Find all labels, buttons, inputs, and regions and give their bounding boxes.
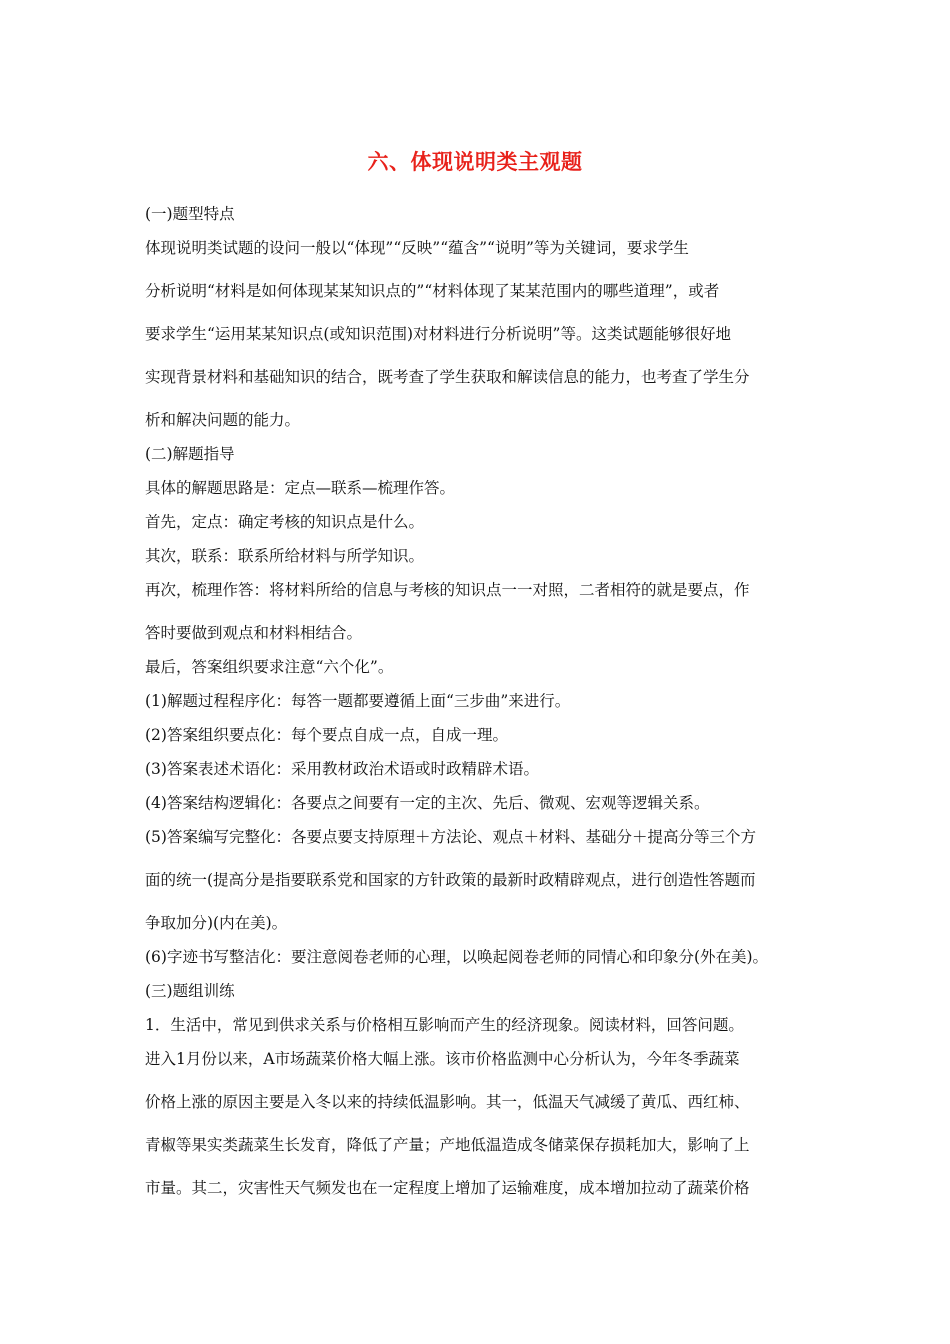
paragraph-line: 面的统一(提高分是指要联系党和国家的方针政策的最新时政精辟观点，进行创造性答题而	[145, 871, 756, 889]
paragraph-line: (二)解题指导	[145, 445, 235, 463]
paragraph-line: 进入1月份以来，A市场蔬菜价格大幅上涨。该市价格监测中心分析认为，今年冬季蔬菜	[145, 1050, 740, 1068]
paragraph-line: 市量。其二，灾害性天气频发也在一定程度上增加了运输难度，成本增加拉动了蔬菜价格	[145, 1179, 750, 1197]
paragraph-line: (5)答案编写完整化：各要点要支持原理＋方法论、观点＋材料、基础分＋提高分等三个方	[145, 828, 756, 846]
paragraph-line: (6)字迹书写整洁化：要注意阅卷老师的心理，以唤起阅卷老师的同情心和印象分(外在美)。	[145, 948, 769, 966]
paragraph-line: 首先，定点：确定考核的知识点是什么。	[145, 513, 425, 531]
paragraph-line: 青椒等果实类蔬菜生长发育，降低了产量；产地低温造成冬储菜保存损耗加大，影响了上	[145, 1136, 750, 1154]
paragraph-line: (4)答案结构逻辑化：各要点之间要有一定的主次、先后、微观、宏观等逻辑关系。	[145, 794, 710, 812]
paragraph-line: (2)答案组织要点化：每个要点自成一点，自成一理。	[145, 726, 508, 744]
paragraph-line: 实现背景材料和基础知识的结合，既考查了学生获取和解读信息的能力，也考查了学生分	[145, 368, 750, 386]
page-title: 六、体现说明类主观题	[367, 150, 583, 174]
document-body	[145, 202, 810, 1219]
paragraph-line: 具体的解题思路是：定点—联系—梳理作答。	[145, 479, 456, 497]
paragraph-line: 其次，联系：联系所给材料与所学知识。	[145, 547, 425, 565]
paragraph-line: (1)解题过程程序化：每答一题都要遵循上面“三步曲”来进行。	[145, 692, 571, 710]
paragraph-line: 1．生活中，常见到供求关系与价格相互影响而产生的经济现象。阅读材料，回答问题。	[145, 1016, 744, 1034]
paragraph-line: 体现说明类试题的设问一般以“体现”“反映”“蕴含”“说明”等为关键词，要求学生	[145, 239, 689, 257]
paragraph-line: 析和解决问题的能力。	[145, 411, 301, 429]
paragraph-line: (3)答案表述术语化：采用教材政治术语或时政精辟术语。	[145, 760, 539, 778]
paragraph-line: 答时要做到观点和材料相结合。	[145, 624, 363, 642]
paragraph-line: (一)题型特点	[145, 205, 235, 223]
paragraph-line: 价格上涨的原因主要是入冬以来的持续低温影响。其一，低温天气减缓了黄瓜、西红柿、	[145, 1093, 750, 1111]
paragraph-line: 要求学生“运用某某知识点(或知识范围)对材料进行分析说明”等。这类试题能够很好地	[145, 325, 731, 343]
paragraph-line: 争取加分)(内在美)。	[145, 914, 288, 932]
paragraph-line: 再次，梳理作答：将材料所给的信息与考核的知识点一一对照，二者相符的就是要点，作	[145, 581, 750, 599]
paragraph-line: (三)题组训练	[145, 982, 235, 1000]
paragraph-line: 分析说明“材料是如何体现某某知识点的”“材料体现了某某范围内的哪些道理”，或者	[145, 282, 720, 300]
paragraph-line: 最后，答案组织要求注意“六个化”。	[145, 658, 394, 676]
